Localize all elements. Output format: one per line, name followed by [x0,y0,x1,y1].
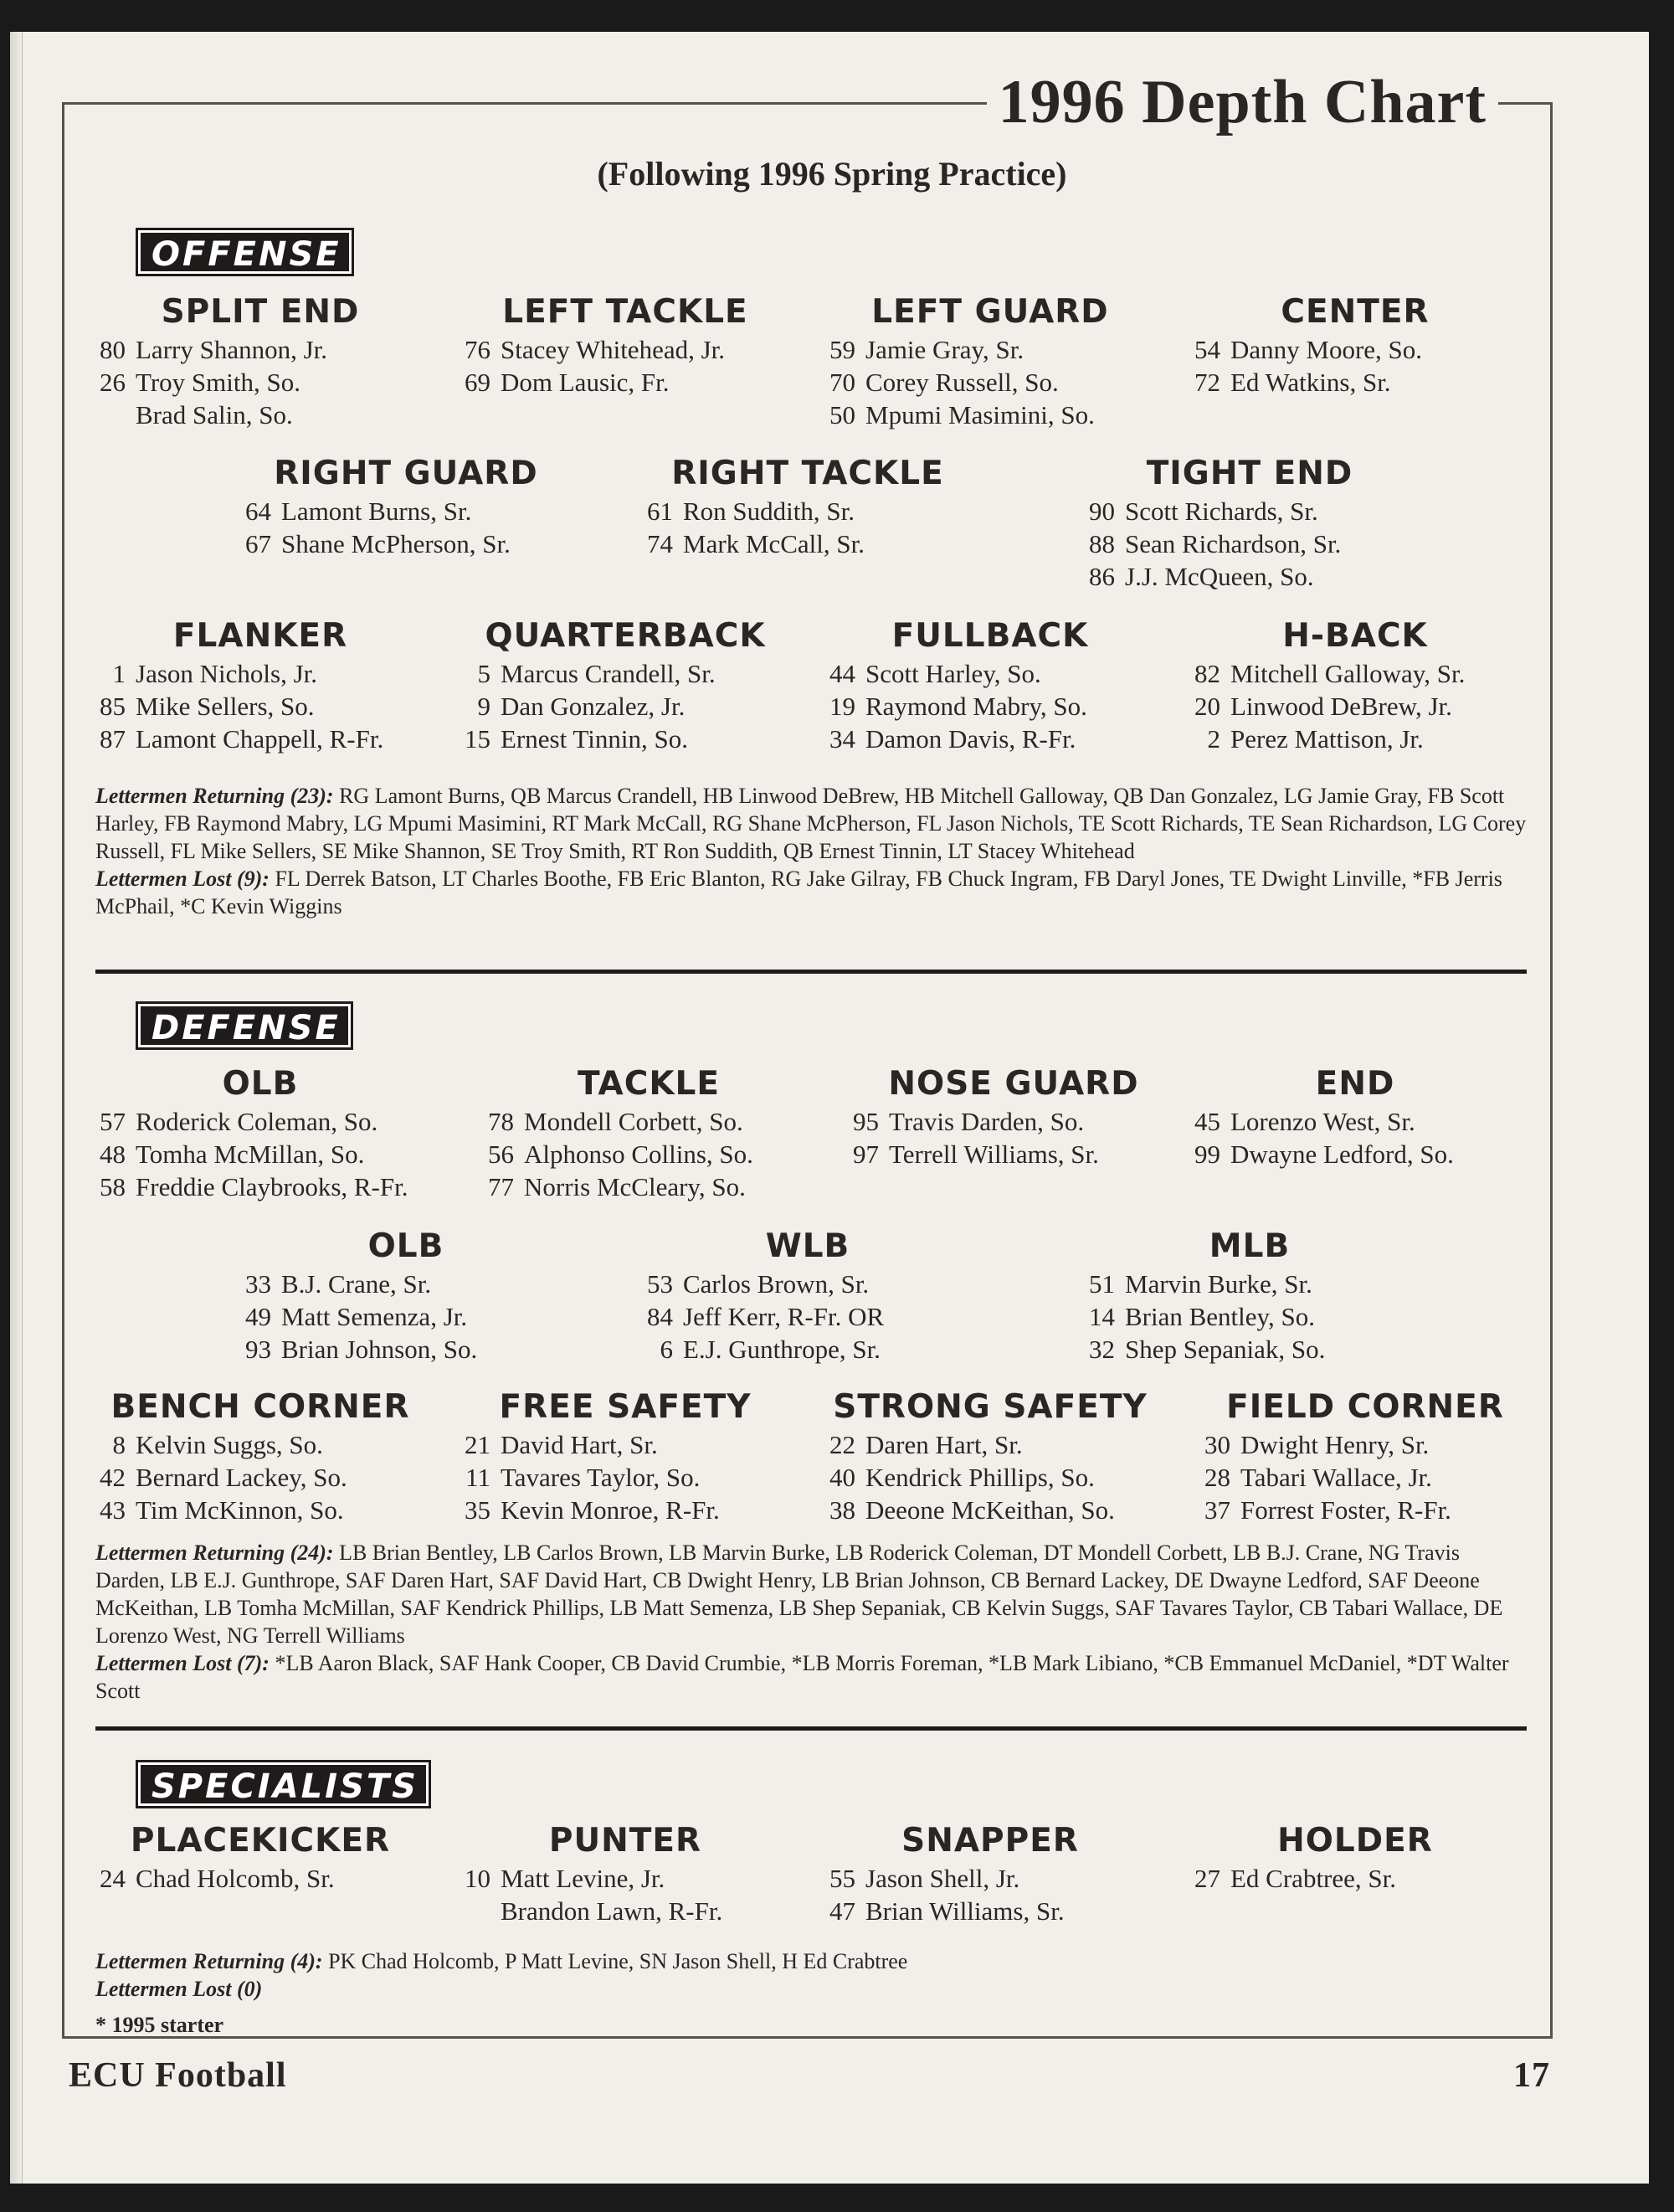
player-row [80,366,440,399]
player-row [1175,1138,1535,1170]
jersey-number: 11 [465,1463,490,1492]
position-group [1070,1227,1430,1366]
player-list [834,1105,1194,1170]
position-group [445,1388,805,1526]
jersey-number: 8 [112,1430,126,1459]
player-name: Raymond Mabry, So. [865,692,1087,721]
page-spine [10,32,23,2184]
position-heading: NOSE GUARD [888,1065,1139,1103]
lettermen-lost: Lettermen Lost (9): FL Derrek Batson, LT Charles Boothe, FB Eric Blanton, RG Jake Gilray, FB Chuck Ingram, FB Daryl Jones, TE Dwight Linville, *FB Jerris McPhail, *C Kevin Wiggins [95,867,1502,918]
player-list [1175,1105,1535,1170]
player-row [1185,1428,1545,1461]
position-heading: END [1315,1065,1395,1103]
player-row [1175,1862,1535,1895]
player-name: Mitchell Galloway, Sr. [1230,659,1466,688]
position-heading: MLB [1209,1227,1291,1265]
player-list [810,1428,1170,1526]
player-row [1070,527,1430,560]
jersey-number: 50 [829,400,855,430]
player-list [80,333,440,431]
jersey-number: 10 [465,1864,490,1893]
player-list [810,1862,1170,1927]
player-name: Brian Johnson, So. [281,1335,478,1364]
player-name: Lamont Burns, Sr. [281,496,472,526]
position-heading: LEFT GUARD [871,293,1109,331]
player-row [628,1300,988,1333]
player-name: Larry Shannon, Jr. [136,335,328,364]
position-heading: RIGHT GUARD [274,455,538,492]
jersey-number: 85 [100,692,126,721]
jersey-number: 49 [245,1302,271,1331]
player-row [445,1428,805,1461]
jersey-number: 84 [647,1302,673,1331]
player-row [628,1333,988,1366]
player-name: Mpumi Masimini, So. [865,400,1095,430]
jersey-number: 33 [245,1269,271,1299]
section-divider [95,1726,1527,1731]
jersey-number: 45 [1194,1107,1220,1136]
player-name: Marcus Crandell, Sr. [501,659,716,688]
jersey-number: 97 [853,1139,879,1169]
jersey-number: 2 [1207,724,1220,754]
player-name: Tomha McMillan, So. [136,1139,365,1169]
player-row [1070,495,1430,527]
position-group [810,617,1170,755]
player-row [80,1461,440,1494]
player-row [445,690,805,723]
player-row [1070,560,1430,593]
player-name: Kelvin Suggs, So. [136,1430,323,1459]
player-list [628,1268,988,1366]
player-name: Dwayne Ledford, So. [1230,1139,1454,1169]
player-row [1070,1333,1430,1366]
jersey-number: 48 [100,1139,126,1169]
player-list [80,1105,440,1203]
player-row [1070,1300,1430,1333]
player-name: B.J. Crane, Sr. [281,1269,432,1299]
player-name: Kendrick Phillips, So. [865,1463,1095,1492]
jersey-number: 67 [245,529,271,558]
position-heading: PUNTER [548,1822,702,1860]
player-list [628,495,988,560]
player-name: Jeff Kerr, R-Fr. OR [683,1302,885,1331]
player-name: Matt Semenza, Jr. [281,1302,468,1331]
player-row [810,1494,1170,1526]
footer-publication: ECU Football [69,2056,287,2095]
position-heading: BENCH CORNER [110,1388,410,1426]
jersey-number [80,399,126,431]
position-heading: OLB [222,1065,299,1103]
jersey-number: 26 [100,368,126,397]
position-group [80,1065,440,1203]
position-group [1175,1065,1535,1170]
position-group [80,1822,440,1895]
jersey-number: 1 [112,659,126,688]
jersey-number: 19 [829,692,855,721]
player-list [80,1428,440,1526]
position-heading: QUARTERBACK [485,617,766,655]
player-name: Brad Salin, So. [136,400,293,430]
player-list [1175,657,1535,755]
player-list [80,1862,440,1895]
player-row [80,657,440,690]
player-name: Brian Williams, Sr. [865,1896,1065,1926]
position-heading: H-BACK [1282,617,1428,655]
specialists-lettermen-notes [95,1947,1531,2039]
jersey-number: 93 [245,1335,271,1364]
player-name: Roderick Coleman, So. [136,1107,378,1136]
jersey-number: 88 [1089,529,1115,558]
player-name: Dwight Henry, Sr. [1240,1430,1430,1459]
player-row [226,1333,586,1366]
position-heading: TIGHT END [1146,455,1353,492]
player-name: Terrell Williams, Sr. [889,1139,1099,1169]
player-row [834,1138,1194,1170]
player-row [628,527,988,560]
player-name: Freddie Claybrooks, R-Fr. [136,1172,408,1201]
player-row [80,1105,440,1138]
player-name: Matt Levine, Jr. [501,1864,665,1893]
player-name: Ernest Tinnin, So. [501,724,688,754]
lettermen-lost: Lettermen Lost (0) [95,1977,263,2001]
jersey-number: 58 [100,1172,126,1201]
player-name: Perez Mattison, Jr. [1230,724,1424,754]
position-heading: HOLDER [1277,1822,1433,1860]
player-list [226,495,586,560]
jersey-number: 61 [647,496,673,526]
player-row [80,690,440,723]
player-name: E.J. Gunthrope, Sr. [683,1335,881,1364]
player-name: Brandon Lawn, R-Fr. [501,1896,723,1926]
jersey-number: 86 [1089,562,1115,591]
position-group [1175,293,1535,399]
jersey-number: 35 [465,1495,490,1525]
player-list [445,333,805,399]
jersey-number: 90 [1089,496,1115,526]
position-heading: OLB [367,1227,444,1265]
player-name: Forrest Foster, R-Fr. [1240,1495,1451,1525]
jersey-number: 20 [1194,692,1220,721]
player-name: Stacey Whitehead, Jr. [501,335,726,364]
player-row [810,690,1170,723]
jersey-number: 22 [829,1430,855,1459]
jersey-number: 40 [829,1463,855,1492]
jersey-number: 76 [465,335,490,364]
jersey-number: 24 [100,1864,126,1893]
player-list [226,1268,586,1366]
player-name: Dom Lausic, Fr. [501,368,670,397]
player-row [445,333,805,366]
jersey-number: 77 [488,1172,514,1201]
position-heading: TACKLE [577,1065,721,1103]
page-title: 1996 Depth Chart [987,70,1498,136]
jersey-number: 87 [100,724,126,754]
player-row [810,366,1170,399]
player-row [1185,1461,1545,1494]
position-heading: FREE SAFETY [499,1388,752,1426]
position-group [810,1388,1170,1526]
lettermen-lost: Lettermen Lost (7): *LB Aaron Black, SAF Hank Cooper, CB David Crumbie, *LB Morris Foreman, *LB Mark Libiano, *CB Emmanuel McDaniel, *DT Walter Scott [95,1651,1509,1703]
player-row [80,333,440,366]
player-row [445,657,805,690]
lettermen-returning: Lettermen Returning (24): LB Brian Bentley, LB Carlos Brown, LB Marvin Burke, LB Roderick Coleman, DT Mondell Corbett, LB B.J. Crane, NG Travis Darden, LB E.J. Gunthrope, SAF Daren Hart, SAF David Hart, CB Dwight Henry, LB Brian Johnson, CB Bernard Lackey, DE Dwayne Ledford, SAF Deeone McKeithan, LB Tomha McMillan, SAF Kendrick Phillips, LB Matt Semenza, LB Shep Sepaniak, CB Kelvin Suggs, SAF Tavares Taylor, CB Tabari Wallace, DE Lorenzo West, NG Terrell Williams [95,1541,1503,1648]
position-group [834,1065,1194,1170]
player-row [445,366,805,399]
position-group [445,1822,805,1927]
player-row [80,1862,440,1895]
jersey-number: 30 [1204,1430,1230,1459]
jersey-number: 38 [829,1495,855,1525]
player-row [226,527,586,560]
lettermen-returning: Lettermen Returning (4): PK Chad Holcomb, P Matt Levine, SN Jason Shell, H Ed Crabtree [95,1949,908,1973]
player-row [1175,366,1535,399]
jersey-number: 6 [660,1335,673,1364]
jersey-number: 72 [1194,368,1220,397]
player-row [226,1300,586,1333]
player-name: J.J. McQueen, So. [1125,562,1314,591]
player-name: Alphonso Collins, So. [524,1139,753,1169]
player-name: Danny Moore, So. [1230,335,1423,364]
specialists-banner: SPECIALISTS [136,1760,431,1808]
jersey-number: 69 [465,368,490,397]
player-name: Corey Russell, So. [865,368,1059,397]
player-name: Shane McPherson, Sr. [281,529,511,558]
player-name: Brian Bentley, So. [1125,1302,1316,1331]
player-row [445,1494,805,1526]
jersey-number: 5 [477,659,490,688]
player-row [80,1170,440,1203]
jersey-number [445,1895,490,1927]
player-name: Mike Sellers, So. [136,692,315,721]
player-row [80,1138,440,1170]
player-name: Chad Holcomb, Sr. [136,1864,335,1893]
player-row [628,1268,988,1300]
player-row [1175,333,1535,366]
lettermen-returning: Lettermen Returning (23): RG Lamont Burns, QB Marcus Crandell, HB Linwood DeBrew, HB Mitchell Galloway, QB Dan Gonzalez, LG Jamie Gray, FB Scott Harley, FB Raymond Mabry, LG Mpumi Masimini, RT Mark McCall, RG Shane McPherson, FL Jason Nichols, TE Scott Richards, TE Sean Richardson, LG Corey Russell, FL Mike Sellers, SE Mike Shannon, SE Troy Smith, RT Ron Suddith, QB Ernest Tinnin, LT Stacey Whitehead [95,784,1527,863]
player-name: Scott Harley, So. [865,659,1041,688]
player-list [1185,1428,1545,1526]
player-row [469,1105,829,1138]
player-name: Deeone McKeithan, So. [865,1495,1115,1525]
player-row [834,1105,1194,1138]
player-row [80,1428,440,1461]
player-name: Daren Hart, Sr. [865,1430,1023,1459]
position-group [810,1822,1170,1927]
player-name: Jason Nichols, Jr. [136,659,317,688]
jersey-number: 32 [1089,1335,1115,1364]
player-row [469,1138,829,1170]
player-name: Troy Smith, So. [136,368,300,397]
page-subtitle: (Following 1996 Spring Practice) [597,155,1067,193]
player-row [810,1895,1170,1927]
player-name: Dan Gonzalez, Jr. [501,692,686,721]
position-heading: FULLBACK [891,617,1089,655]
player-row [226,495,586,527]
position-group [628,1227,988,1366]
position-group [1070,455,1430,593]
jersey-number: 99 [1194,1139,1220,1169]
jersey-number: 78 [488,1107,514,1136]
jersey-number: 82 [1194,659,1220,688]
offense-banner: OFFENSE [136,228,354,276]
player-name: Mondell Corbett, So. [524,1107,743,1136]
player-row [80,1494,440,1526]
player-name: Scott Richards, Sr. [1125,496,1318,526]
player-list [469,1105,829,1203]
jersey-number: 9 [477,692,490,721]
position-group [810,293,1170,431]
player-name: Linwood DeBrew, Jr. [1230,692,1452,721]
position-group [445,617,805,755]
defense-banner: DEFENSE [136,1001,353,1050]
jersey-number: 43 [100,1495,126,1525]
player-row [1175,723,1535,755]
jersey-number: 53 [647,1269,673,1299]
player-row [80,723,440,755]
player-name: Jason Shell, Jr. [865,1864,1020,1893]
jersey-number: 56 [488,1139,514,1169]
player-name: Travis Darden, So. [889,1107,1085,1136]
section-divider [95,970,1527,974]
jersey-number: 59 [829,335,855,364]
player-row [1070,1268,1430,1300]
player-name: David Hart, Sr. [501,1430,658,1459]
player-name: Tabari Wallace, Jr. [1240,1463,1432,1492]
player-name: Norris McCleary, So. [524,1172,746,1201]
jersey-number: 28 [1204,1463,1230,1492]
player-row [810,723,1170,755]
position-group [80,617,440,755]
position-group [469,1065,829,1203]
player-name: Tavares Taylor, So. [501,1463,701,1492]
player-list [1070,495,1430,593]
player-list [445,657,805,755]
player-list [1175,1862,1535,1895]
jersey-number: 21 [465,1430,490,1459]
jersey-number: 64 [245,496,271,526]
player-row [1175,690,1535,723]
player-row [1185,1494,1545,1526]
player-name: Ron Suddith, Sr. [683,496,855,526]
player-name: Marvin Burke, Sr. [1125,1269,1312,1299]
player-name: Sean Richardson, Sr. [1125,529,1342,558]
jersey-number: 34 [829,724,855,754]
position-group [445,293,805,399]
player-row [810,1862,1170,1895]
position-group [226,455,586,560]
player-name: Bernard Lackey, So. [136,1463,347,1492]
position-heading: SPLIT END [161,293,360,331]
position-heading: LEFT TACKLE [502,293,748,331]
position-group [1175,617,1535,755]
position-heading: FIELD CORNER [1226,1388,1504,1426]
player-name: Lamont Chappell, R-Fr. [136,724,384,754]
position-heading: FLANKER [172,617,348,655]
position-group [226,1227,586,1366]
player-list [80,657,440,755]
jersey-number: 70 [829,368,855,397]
jersey-number: 27 [1194,1864,1220,1893]
offense-lettermen-notes [95,782,1531,920]
player-list [810,333,1170,431]
jersey-number: 55 [829,1864,855,1893]
player-row [810,1461,1170,1494]
player-name: Kevin Monroe, R-Fr. [501,1495,720,1525]
player-name: Shep Sepaniak, So. [1125,1335,1326,1364]
jersey-number: 15 [465,724,490,754]
jersey-number: 57 [100,1107,126,1136]
jersey-number: 37 [1204,1495,1230,1525]
jersey-number: 44 [829,659,855,688]
player-row [810,657,1170,690]
position-group [1175,1822,1535,1895]
position-group [80,293,440,431]
defense-lettermen-notes [95,1539,1531,1705]
player-row [445,723,805,755]
player-row [80,399,440,431]
player-row [1175,657,1535,690]
player-name: Carlos Brown, Sr. [683,1269,870,1299]
position-heading: WLB [765,1227,850,1265]
player-list [445,1862,805,1927]
player-row [810,1428,1170,1461]
position-heading: STRONG SAFETY [833,1388,1148,1426]
jersey-number: 42 [100,1463,126,1492]
jersey-number: 51 [1089,1269,1115,1299]
jersey-number: 95 [853,1107,879,1136]
page-number: 17 [1513,2056,1550,2095]
player-name: Tim McKinnon, So. [136,1495,344,1525]
jersey-number: 14 [1089,1302,1115,1331]
jersey-number: 74 [647,529,673,558]
player-name: Mark McCall, Sr. [683,529,865,558]
jersey-number: 47 [829,1896,855,1926]
player-name: Jamie Gray, Sr. [865,335,1024,364]
player-list [445,1428,805,1526]
player-name: Lorenzo West, Sr. [1230,1107,1415,1136]
position-heading: CENTER [1281,293,1430,331]
player-row [810,399,1170,431]
player-name: Ed Crabtree, Sr. [1230,1864,1397,1893]
starter-footnote: * 1995 starter [95,2013,224,2037]
player-row [1175,1105,1535,1138]
player-row [628,495,988,527]
position-group [80,1388,440,1526]
player-row [445,1862,805,1895]
position-heading: PLACEKICKER [130,1822,391,1860]
jersey-number: 80 [100,335,126,364]
position-heading: SNAPPER [901,1822,1079,1860]
position-group [628,455,988,560]
player-list [1070,1268,1430,1366]
player-row [445,1895,805,1927]
player-row [469,1170,829,1203]
player-row [810,333,1170,366]
player-row [445,1461,805,1494]
player-list [1175,333,1535,399]
jersey-number: 54 [1194,335,1220,364]
player-row [226,1268,586,1300]
position-group [1185,1388,1545,1526]
player-list [810,657,1170,755]
player-name: Ed Watkins, Sr. [1230,368,1391,397]
position-heading: RIGHT TACKLE [671,455,944,492]
player-name: Damon Davis, R-Fr. [865,724,1076,754]
